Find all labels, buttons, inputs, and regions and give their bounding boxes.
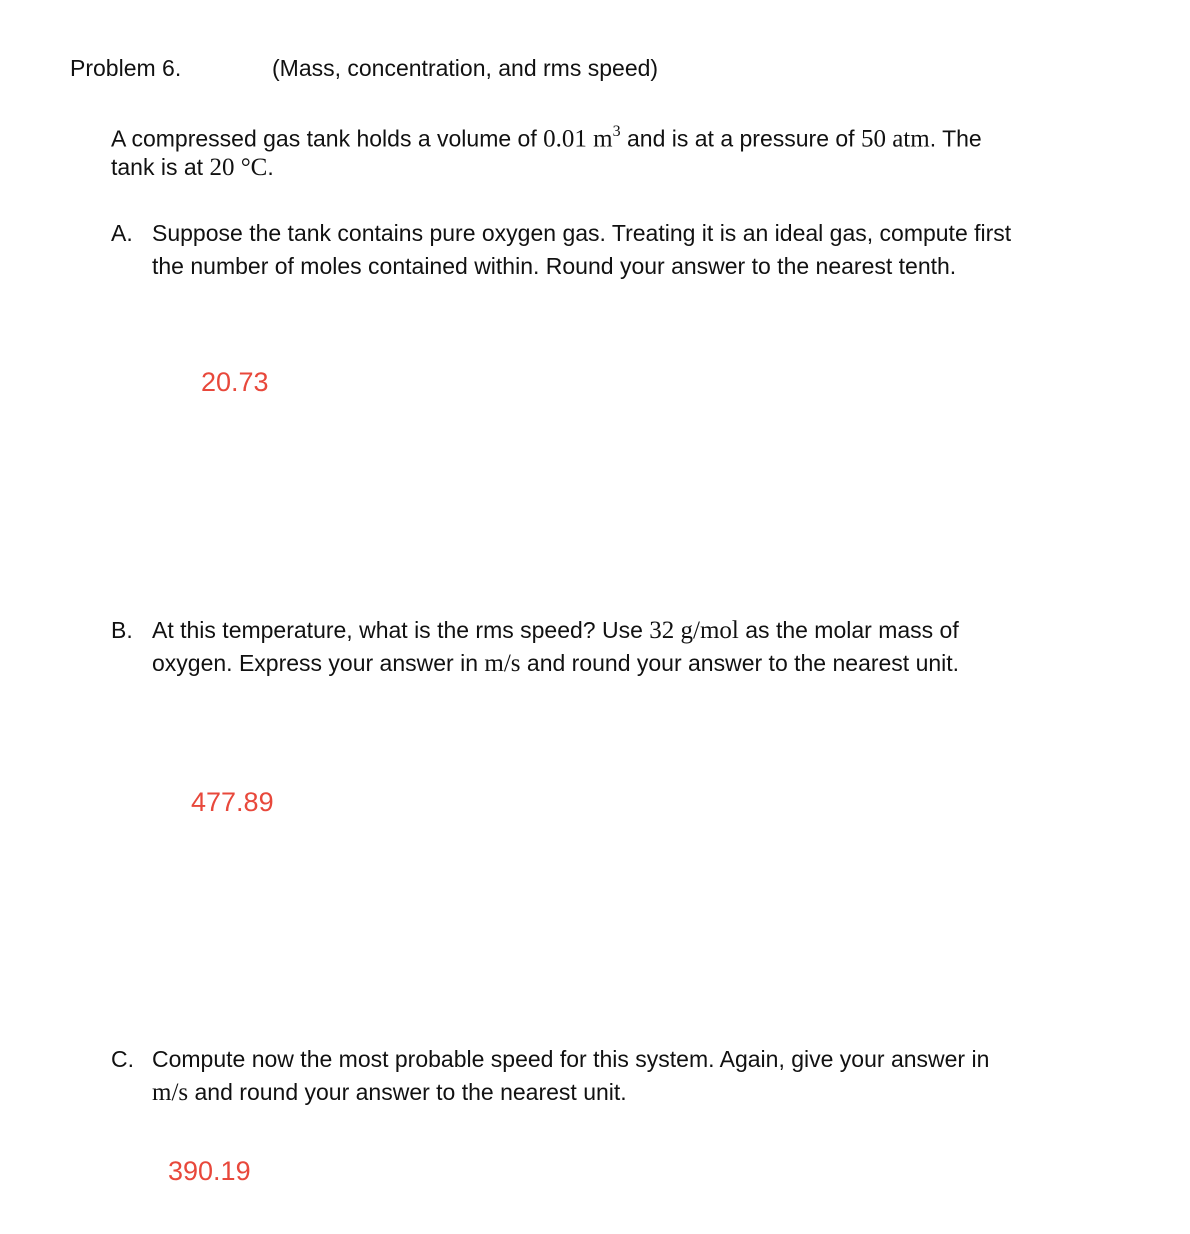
molar-mass-value: 32 g/mol <box>649 617 739 644</box>
volume-exponent: 3 <box>612 123 621 140</box>
intro-text: . <box>267 154 274 180</box>
part-a-marker: A. <box>111 220 133 246</box>
volume-value: 0.01 m <box>543 125 613 153</box>
speed-unit: m/s <box>152 1079 189 1106</box>
part-c-marker: C. <box>111 1046 134 1072</box>
part-a-answer: 20.73 <box>201 367 269 397</box>
intro-line-2 <box>111 151 274 184</box>
part-b-marker: B. <box>111 617 133 643</box>
part-c-line-2 <box>152 1076 627 1109</box>
part-c-text: and round your answer to the nearest unit. <box>188 1079 627 1105</box>
part-a-line-2: the number of moles contained within. Round your answer to the nearest tenth. <box>152 253 957 279</box>
speed-unit: m/s <box>484 650 521 677</box>
part-b-line-2 <box>152 647 959 680</box>
problem-number: Problem 6. <box>70 55 182 81</box>
part-b-text: oxygen. Express your answer in <box>152 650 485 676</box>
pressure-value: 50 atm <box>860 125 930 153</box>
part-b-text: and round your answer to the nearest unit. <box>520 650 960 676</box>
part-b-line-1 <box>152 614 959 647</box>
part-c-answer: 390.19 <box>168 1156 251 1186</box>
intro-text: and is at a pressure of <box>620 125 861 152</box>
part-a-line-1: Suppose the tank contains pure oxygen gas. Treating it is an ideal gas, compute first <box>152 220 1012 246</box>
intro-text: tank is at <box>111 154 210 180</box>
intro-line-1 <box>111 117 982 156</box>
intro-text: . The <box>929 125 982 152</box>
intro-text: A compressed gas tank holds a volume of <box>111 125 544 152</box>
part-b-answer: 477.89 <box>191 787 274 817</box>
part-b-text: as the molar mass of <box>738 617 959 643</box>
part-b-text: At this temperature, what is the rms speed? Use <box>152 617 650 643</box>
part-c-line-1: Compute now the most probable speed for this system. Again, give your answer in <box>152 1046 990 1072</box>
problem-title: (Mass, concentration, and rms speed) <box>272 55 659 81</box>
temperature-value: 20 °C <box>209 154 268 181</box>
